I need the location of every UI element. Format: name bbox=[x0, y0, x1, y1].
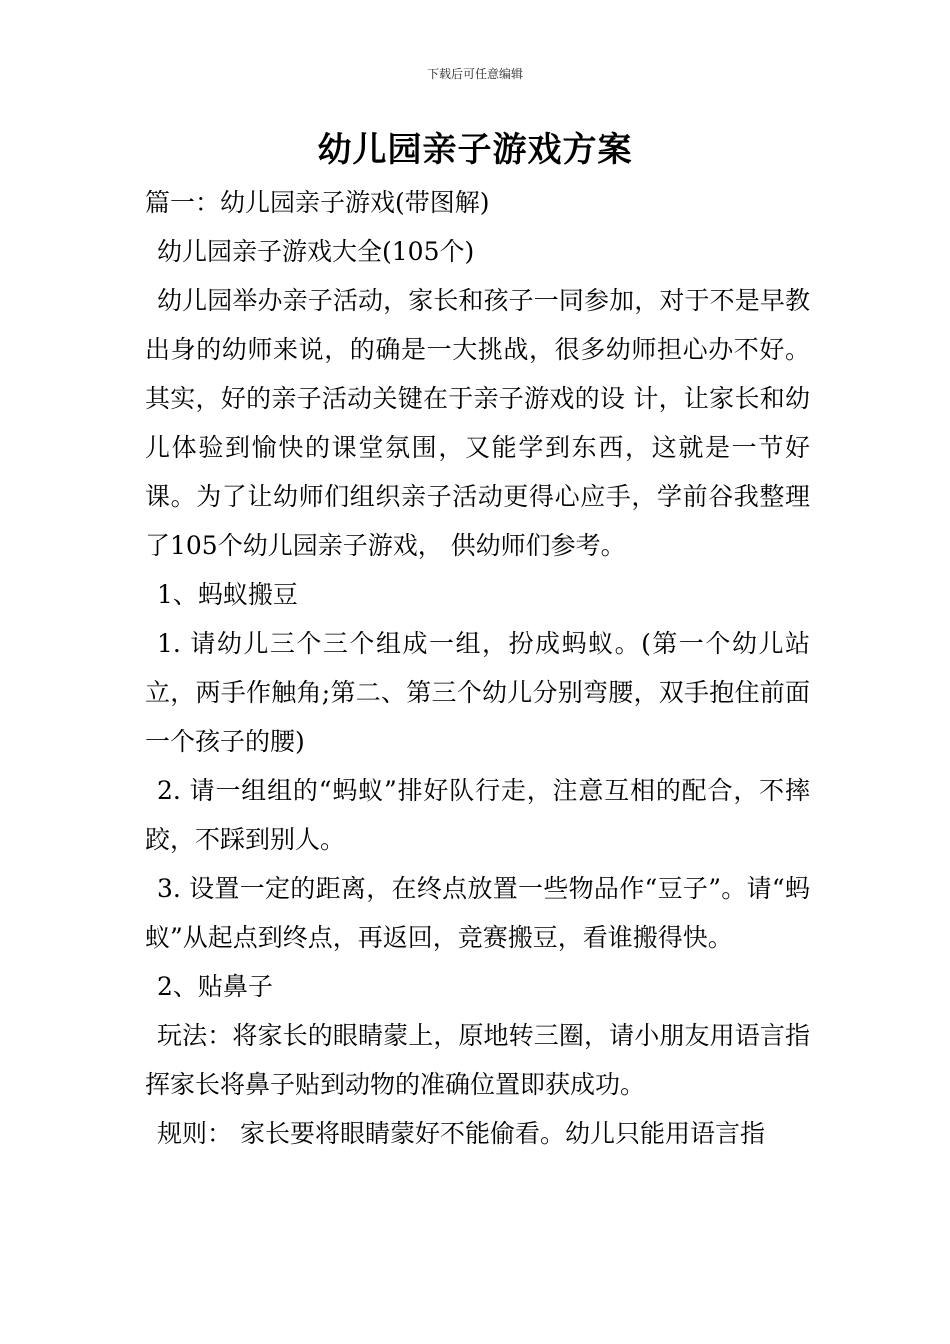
game-step-1: 1. 请幼儿三个三个组成一组，扮成蚂蚁。(第一个幼儿站立，两手作触角;第二、第三个幼儿分别弯腰，双手抱住前面一个孩子的腰) bbox=[145, 629, 810, 756]
game-step-2: 2. 请一组组的“蚂蚁”排好队行走，注意互相的配合，不摔跤，不踩到别人。 bbox=[145, 776, 810, 854]
page-header-note: 下载后可任意编辑 bbox=[426, 67, 523, 81]
game-rules: 规则： 家长要将眼睛蒙好不能偷看。幼儿只能用语言指 bbox=[157, 1119, 765, 1148]
intro-paragraph: 幼儿园举办亲子活动，家长和孩子一同参加，对于不是早教出身的幼师来说，的确是一大挑战，很多幼师担心办不好。其实，好的亲子活动关键在于亲子游戏的设 计，让家长和幼儿体验到愉快的课堂氛围，又能学到东西，这就是一节好课。为了让幼师们组织亲子活动更得心应手，学前谷我整理了105个幼儿园亲子游戏， 供幼师们参考。 bbox=[145, 286, 810, 560]
section-heading: 篇一：幼儿园亲子游戏(带图解) bbox=[145, 188, 490, 217]
subsection-heading: 幼儿园亲子游戏大全(105个) bbox=[157, 237, 475, 266]
document-title: 幼儿园亲子游戏方案 bbox=[317, 130, 633, 170]
game-heading-stick-nose: 2、贴鼻子 bbox=[157, 972, 273, 1001]
game-play-description: 玩法：将家长的眼睛蒙上，原地转三圈，请小朋友用语言指挥家长将鼻子贴到动物的准确位置即获成功。 bbox=[145, 1021, 810, 1099]
document-body bbox=[145, 178, 810, 1158]
game-step-3: 3. 设置一定的距离，在终点放置一些物品作“豆子”。请“蚂蚁”从起点到终点，再返回，竞赛搬豆，看谁搬得快。 bbox=[145, 874, 810, 952]
game-heading-ant-carry-beans: 1、蚂蚁搬豆 bbox=[157, 580, 298, 609]
